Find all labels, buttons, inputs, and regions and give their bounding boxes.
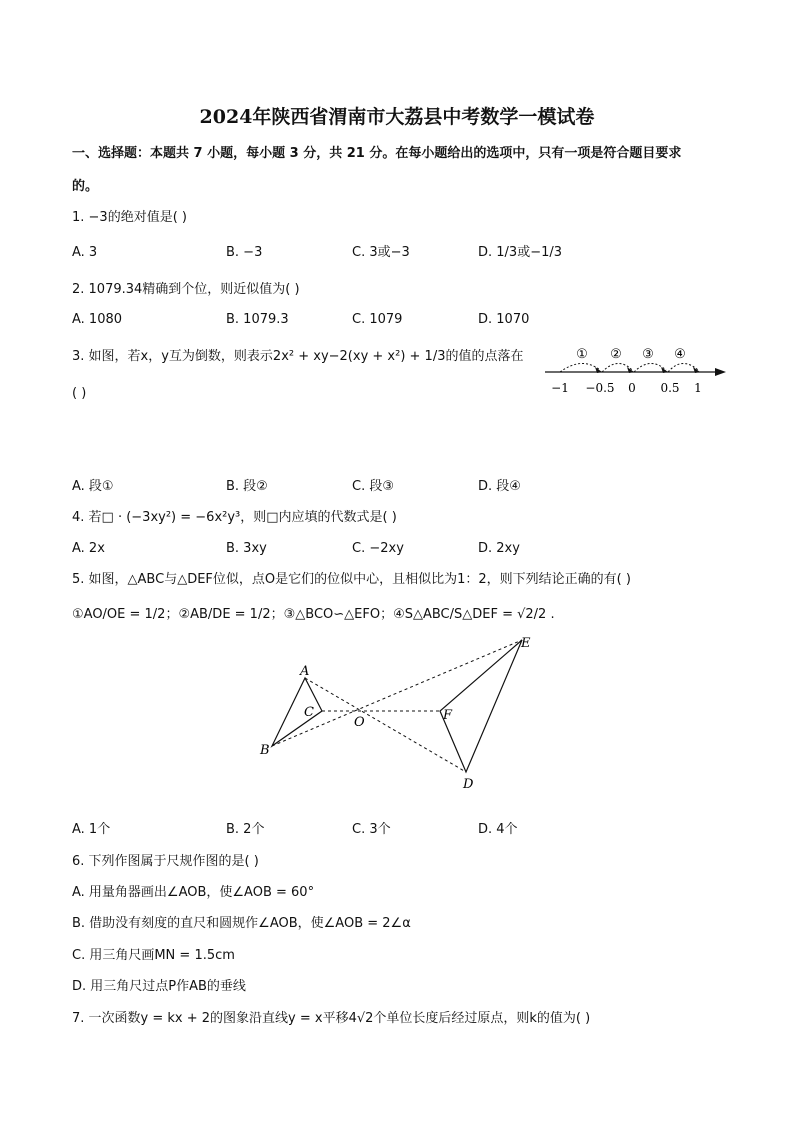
question-5-option-a: A. 1个 xyxy=(72,822,111,837)
question-3-option-a: A. 段① xyxy=(72,479,114,494)
question-3-stem-blank: ( ) xyxy=(72,386,87,401)
segment-label-4: ④ xyxy=(674,347,686,362)
question-4-option-c: C. −2xy xyxy=(352,541,404,556)
question-4-option-b: B. 3xy xyxy=(226,541,267,556)
homothety-figure xyxy=(250,632,550,792)
question-5-stem: 5. 如图，△ABC与△DEF位似，点O是它们的位似中心，且相似比为1：2，则下列结论正确的有( ) xyxy=(72,572,631,587)
question-5-option-b: B. 2个 xyxy=(226,822,265,837)
question-3-option-c: C. 段③ xyxy=(352,479,394,494)
question-1-option-a: A. 3 xyxy=(72,245,98,260)
tick-label-0: 0 xyxy=(628,381,636,395)
question-5-statements: ①AO/OE = 1/2；②AB/DE = 1/2；③△BCO∽△EFO；④S△ABC/S△DEF = √2/2 . xyxy=(72,607,555,622)
question-2-option-d: D. 1070 xyxy=(478,312,530,327)
section-heading-line1: 一、选择题：本题共 7 小题，每小题 3 分，共 21 分。在每小题给出的选项中，只有一项是符合题目要求 xyxy=(72,146,682,161)
point-label-o: O xyxy=(354,715,365,730)
page-title: 2024年陕西省渭南市大荔县中考数学一模试卷 xyxy=(199,106,595,128)
question-4-option-a: A. 2x xyxy=(72,541,105,556)
question-3-stem: 3. 如图，若x，y互为倒数，则表示2x² + xy−2(xy + x²) + 1/3的值的点落在 xyxy=(72,349,524,364)
question-6-option-d: D. 用三角尺过点P作AB的垂线 xyxy=(72,979,246,994)
question-5-option-c: C. 3个 xyxy=(352,822,391,837)
point-label-d: D xyxy=(463,777,474,792)
question-6-option-a: A. 用量角器画出∠AOB，使∠AOB = 60° xyxy=(72,885,315,900)
question-2-option-c: C. 1079 xyxy=(352,312,403,327)
section-heading-line2: 的。 xyxy=(72,179,99,194)
question-4-stem: 4. 若□ · (−3xy²) = −6x²y³，则□内应填的代数式是( ) xyxy=(72,510,397,525)
question-7-stem: 7. 一次函数y = kx + 2的图象沿直线y = x平移4√2个单位长度后经过原点，则k的值为( ) xyxy=(72,1011,591,1026)
point-label-a: A xyxy=(300,664,310,679)
question-1-option-d: D. 1/3或−1/3 xyxy=(478,245,563,260)
question-6-option-b: B. 借助没有刻度的直尺和圆规作∠AOB，使∠AOB = 2∠α xyxy=(72,916,411,931)
question-1-stem: 1. −3的绝对值是( ) xyxy=(72,210,187,225)
question-2-option-b: B. 1079.3 xyxy=(226,312,289,327)
question-6-stem: 6. 下列作图属于尺规作图的是( ) xyxy=(72,854,259,869)
question-6-option-c: C. 用三角尺画MN = 1.5cm xyxy=(72,948,235,963)
point-label-e: E xyxy=(521,636,531,651)
tick-label-neg1: −1 xyxy=(551,381,569,395)
point-label-f: F xyxy=(443,708,453,723)
tick-label-1: 1 xyxy=(694,381,702,395)
question-4-option-d: D. 2xy xyxy=(478,541,520,556)
question-5-option-d: D. 4个 xyxy=(478,822,518,837)
tick-label-neg05: −0.5 xyxy=(585,381,615,395)
question-3-option-d: D. 段④ xyxy=(478,479,521,494)
question-2-option-a: A. 1080 xyxy=(72,312,123,327)
point-label-b: B xyxy=(260,743,270,758)
number-line-figure xyxy=(540,342,730,398)
tick-label-05: 0.5 xyxy=(660,381,680,395)
question-1-option-b: B. −3 xyxy=(226,245,263,260)
point-label-c: C xyxy=(304,705,314,720)
question-3-option-b: B. 段② xyxy=(226,479,268,494)
segment-label-1: ① xyxy=(576,347,588,362)
segment-label-3: ③ xyxy=(642,347,654,362)
question-1-option-c: C. 3或−3 xyxy=(352,245,410,260)
question-2-stem: 2. 1079.34精确到个位，则近似值为( ) xyxy=(72,282,300,297)
segment-label-2: ② xyxy=(610,347,622,362)
